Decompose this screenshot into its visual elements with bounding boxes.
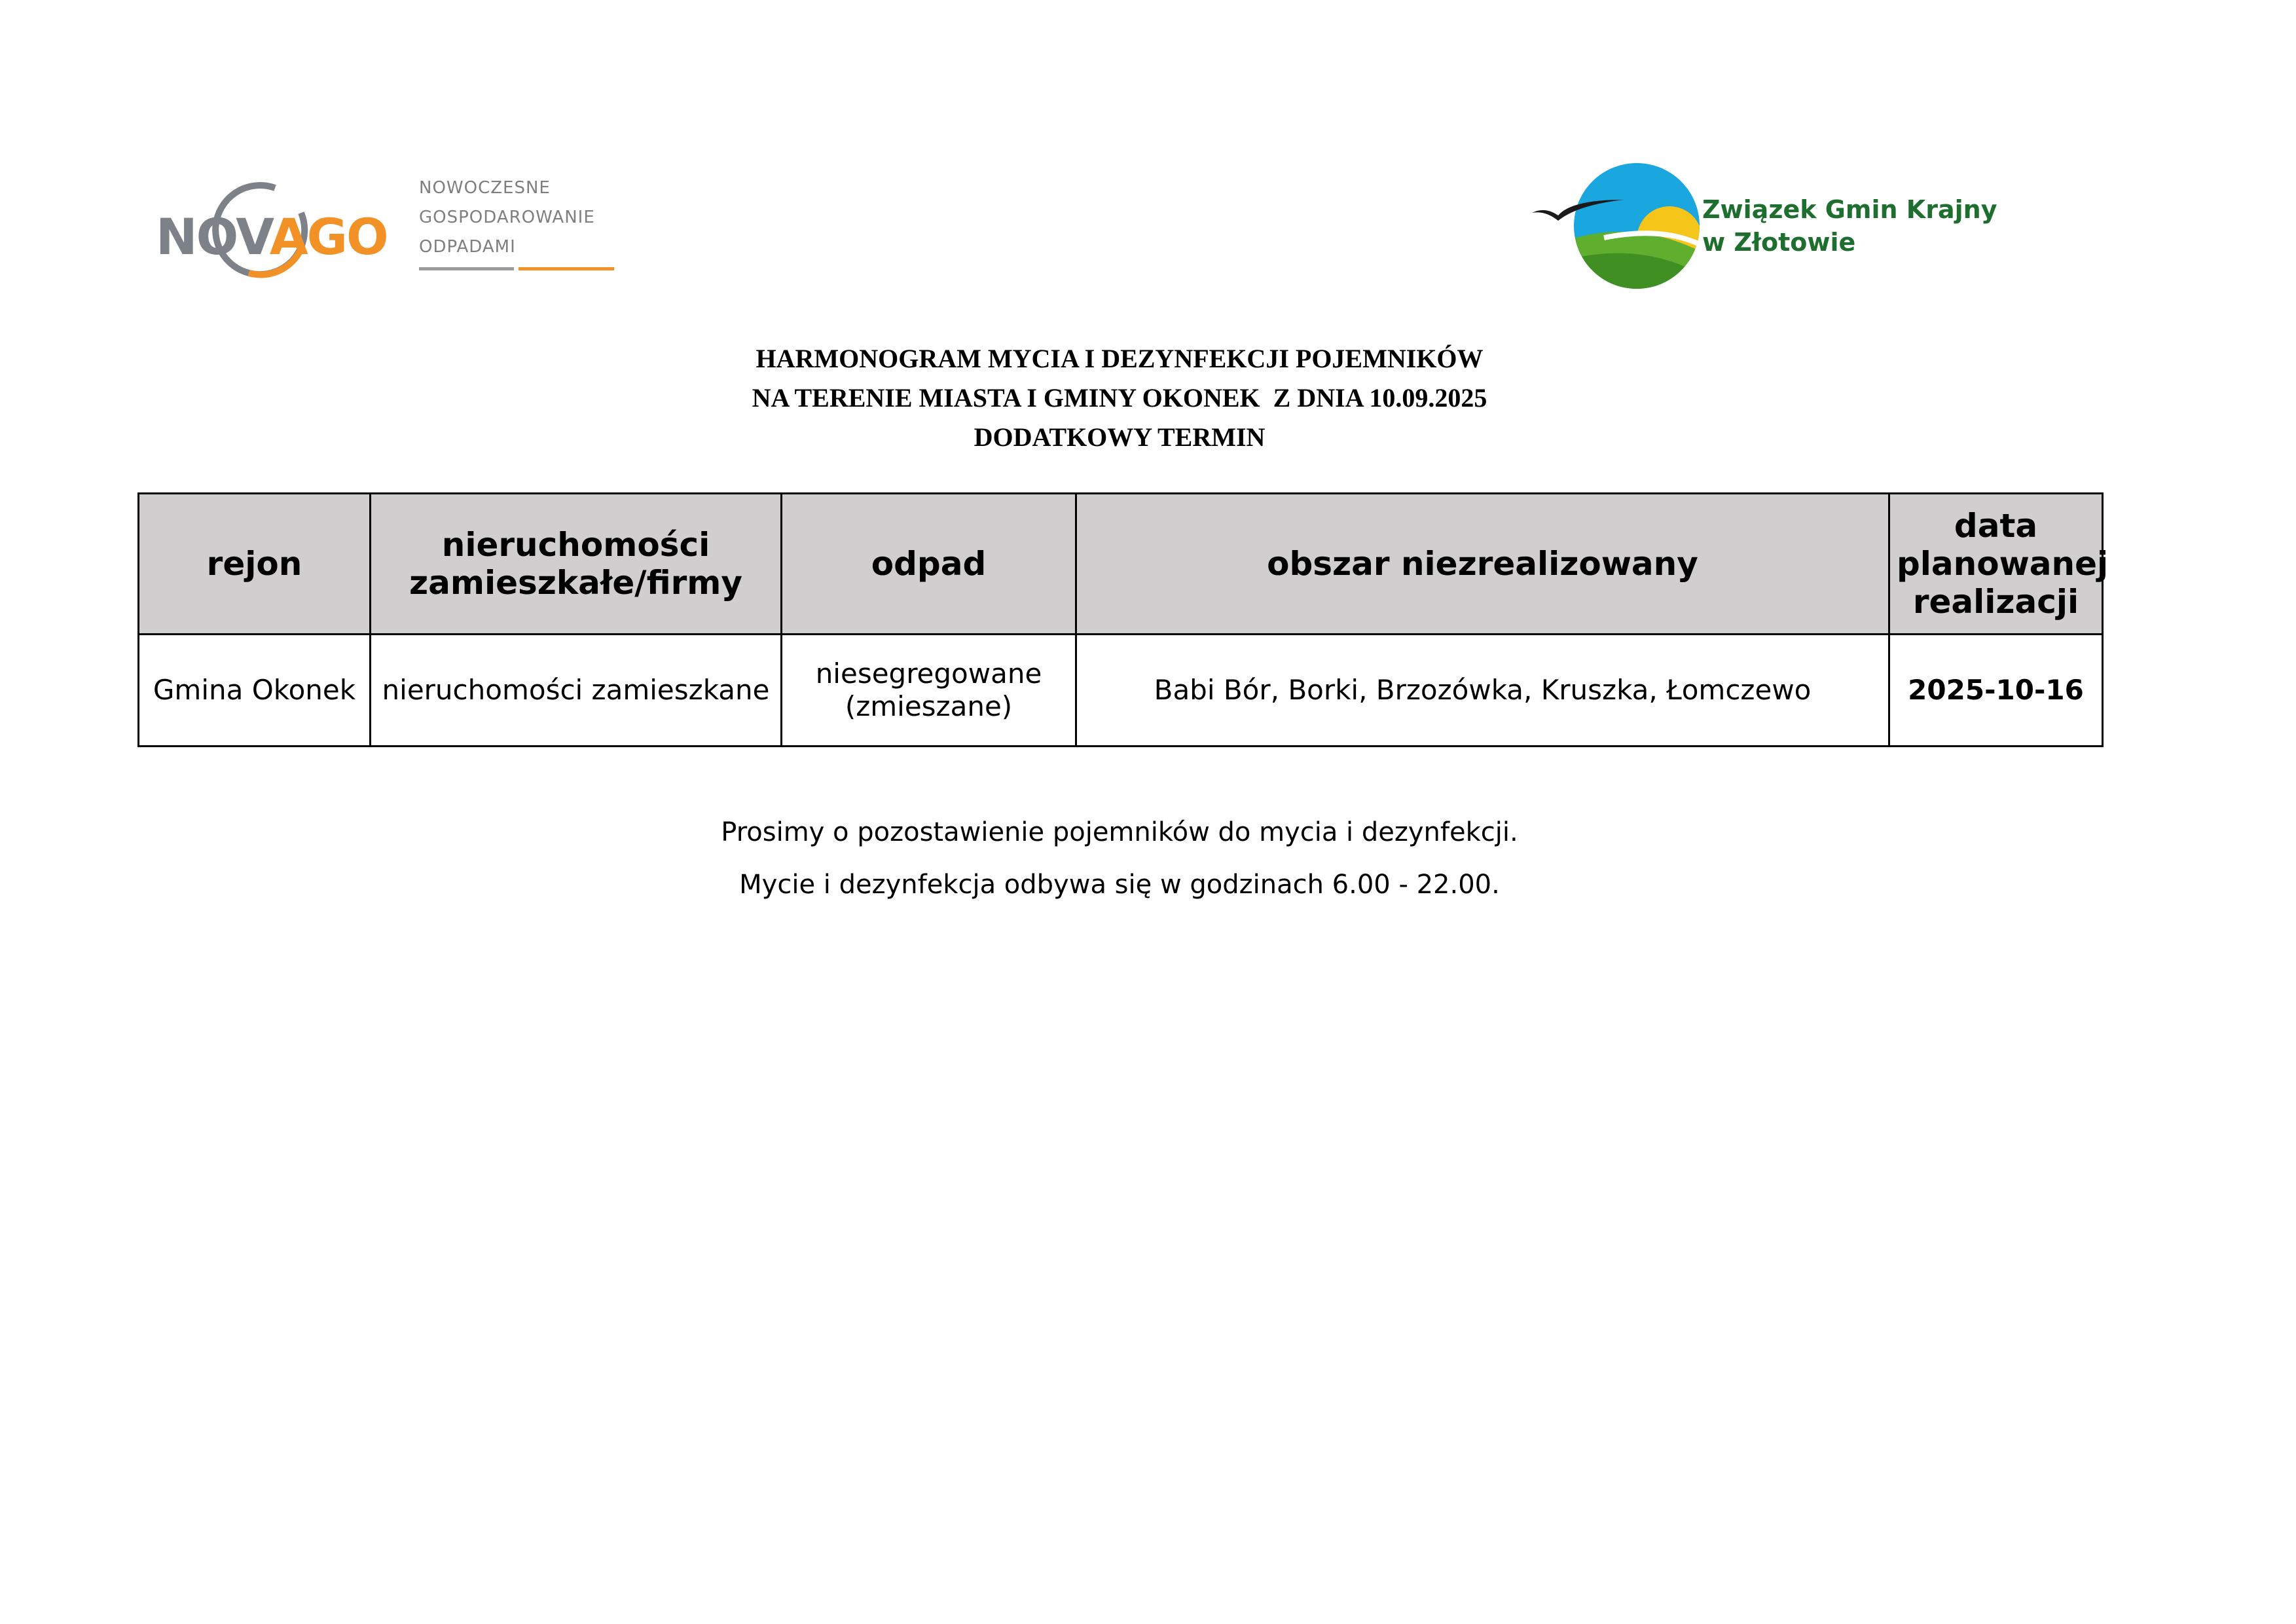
- table-header-row: [139, 494, 2103, 635]
- note-containers: Prosimy o pozostawienie pojemników do mycia i dezynfekcji.: [721, 817, 1518, 847]
- zgk-name-line: Związek Gmin Krajny: [1702, 195, 1997, 224]
- header-rejon: rejon: [139, 494, 371, 635]
- title-line: HARMONOGRAM MYCIA I DEZYNFEKCJI POJEMNIKÓW: [756, 344, 1484, 373]
- cell-odpad: niesegregowane (zmieszane): [782, 635, 1076, 747]
- cell-nieruchomosci: nieruchomości zamieszkane: [371, 635, 782, 747]
- note-hours: Mycie i dezynfekcja odbywa się w godzinach 6.00 - 22.00.: [739, 870, 1500, 900]
- cell-rejon: Gmina Okonek: [139, 635, 371, 747]
- zgk-logo: [1532, 160, 2030, 291]
- zgk-name: [1702, 193, 2030, 259]
- cell-obszar: Babi Bór, Borki, Brzozówka, Kruszka, Łomczewo: [1076, 635, 1889, 747]
- header-obszar: obszar niezrealizowany: [1076, 494, 1889, 635]
- document-title: [0, 339, 2239, 457]
- novago-tagline-line: NOWOCZESNE: [419, 178, 551, 198]
- novago-wordmark: NOVAGO: [156, 208, 388, 266]
- schedule-table: [137, 492, 2109, 747]
- novago-tagline-line: ODPADAMI: [419, 237, 516, 257]
- zgk-sun-landscape-icon: [1532, 160, 1702, 291]
- table-row: [139, 635, 2103, 747]
- zgk-name-line: w Złotowie: [1702, 228, 1856, 257]
- novago-underline-orange: [519, 267, 614, 270]
- header-data: data planowanej realizacji: [1889, 494, 2103, 635]
- title-line: NA TERENIE MIASTA I GMINY OKONEK Z DNIA 10.09.2025: [752, 383, 1487, 413]
- novago-logo: [151, 174, 622, 285]
- cell-data: 2025-10-16: [1889, 635, 2103, 747]
- header-odpad: odpad: [782, 494, 1076, 635]
- header-nieruchomosci: nieruchomości zamieszkałe/firmy: [371, 494, 782, 635]
- novago-tagline: [419, 174, 629, 262]
- title-line: DODATKOWY TERMIN: [974, 422, 1266, 452]
- novago-underline-gray: [419, 267, 514, 270]
- novago-tagline-line: GOSPODAROWANIE: [419, 208, 595, 227]
